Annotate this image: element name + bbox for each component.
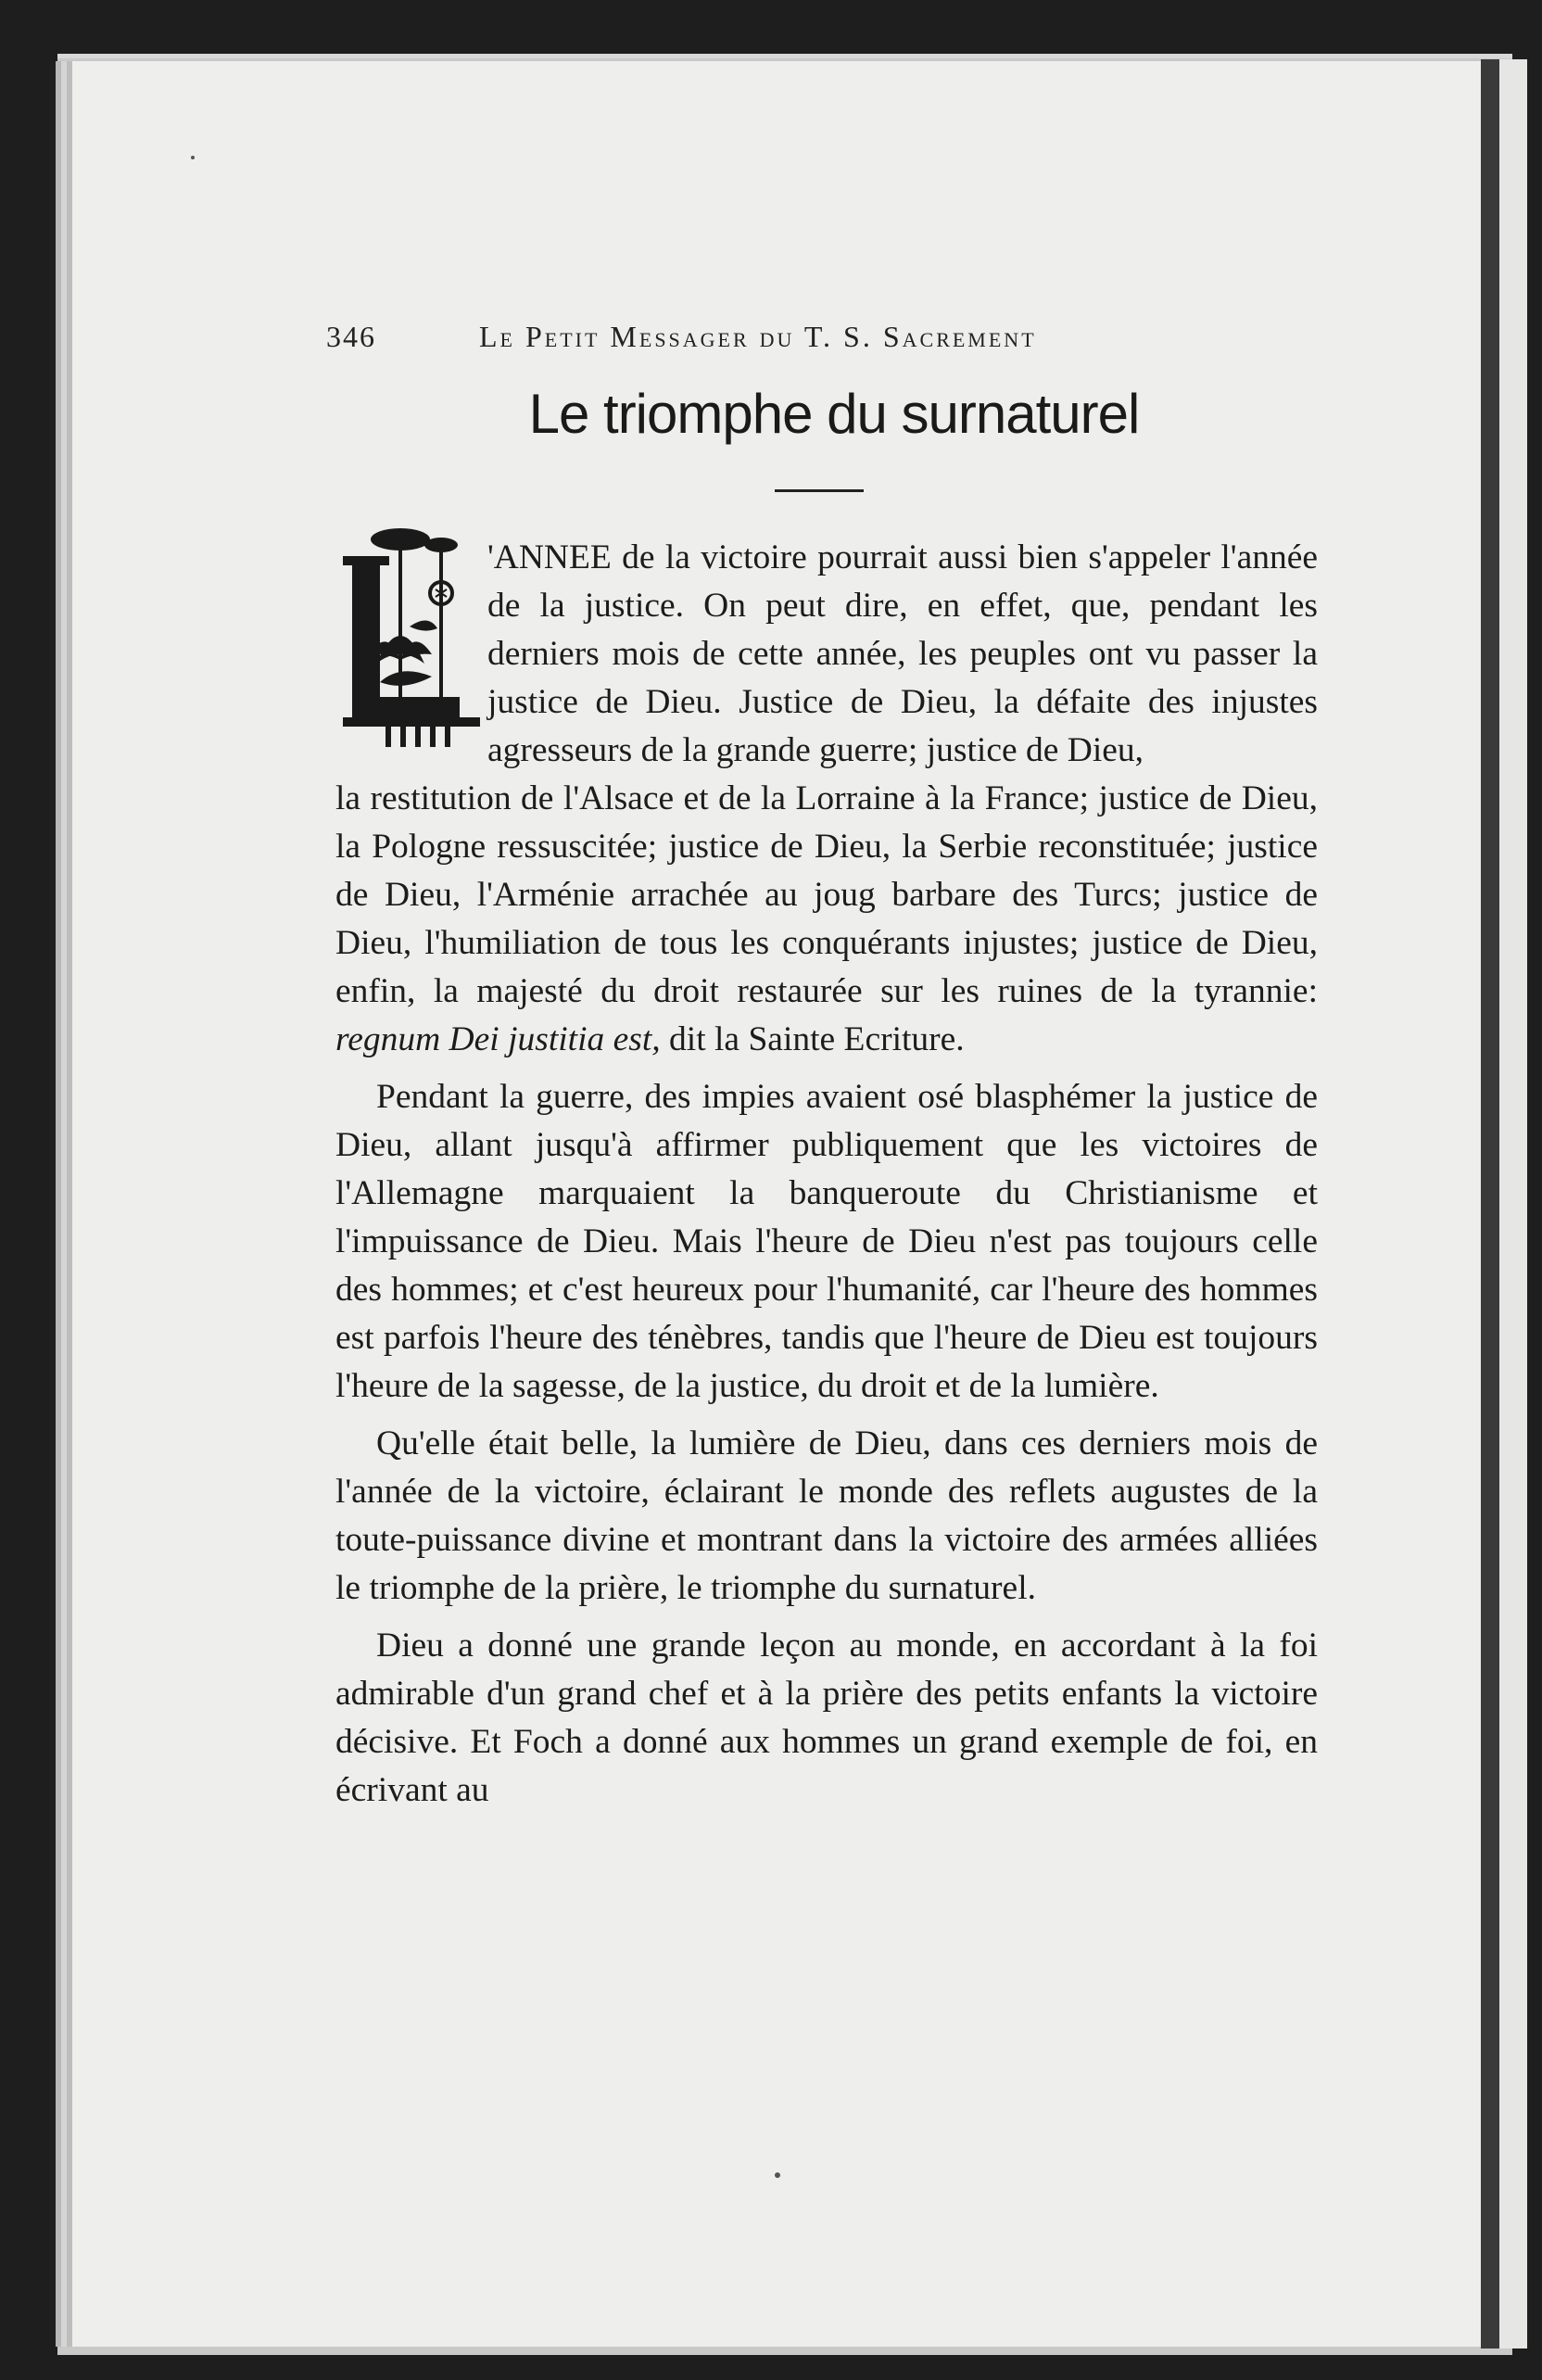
paragraph-1-end: dit la Sainte Ecriture. bbox=[669, 1020, 965, 1058]
title-rule bbox=[775, 489, 864, 492]
article-body bbox=[335, 534, 1318, 1824]
running-header bbox=[326, 320, 1327, 361]
paragraph-3: Qu'elle était belle, la lumière de Dieu, dans ces derniers mois de l'année de la victoire, éclairant le monde des reflets augustes de la toute-puissance divine et montrant dans la victoire des armées alliées le triomphe de la prière, le triomphe du surnaturel. bbox=[335, 1424, 1318, 1607]
running-title: Le Petit Messager du T. S. Sacrement bbox=[479, 320, 1037, 353]
paragraph-1 bbox=[335, 534, 1318, 1064]
paragraph-4: Dieu a donné une grande leçon au monde, en accordant à la foi admirable d'un grand chef et à la prière des petits enfants la victoire décisive. Et Foch a donné aux hommes un grand exemple de foi, en écrivant au bbox=[335, 1627, 1318, 1809]
paragraph-2: Pendant la guerre, des impies avaient osé blasphémer la justice de Dieu, allant jusqu'à affirmer publiquement que les victoires de l'Allemagne marquaient la banqueroute du Christianisme et l'impuissance de Dieu. Mais l'heure de Dieu n'est pas toujours celle des hommes; et c'est heureux pour l'humanité, car l'heure des hommes est parfois l'heure des ténèbres, tandis que l'heure de Dieu est toujours l'heure de la sagesse, de la justice, du droit et de la lumière. bbox=[335, 1078, 1318, 1405]
paper-speck bbox=[775, 2172, 780, 2178]
article-title: Le triomphe du surnaturel bbox=[528, 383, 1140, 445]
paper-speck bbox=[191, 156, 195, 159]
facing-page-edge bbox=[1499, 59, 1527, 2348]
page-gutter-shadow bbox=[1481, 59, 1499, 2348]
page-number: 346 bbox=[326, 320, 376, 353]
paragraph-1-rest: la restitution de l'Alsace et de la Lorraine à la France; justice de Dieu, la Pologne ressuscitée; justice de Dieu, la Serbie reconstituée; justice de Dieu, l'Arménie arrachée au joug barbare des Turcs; justice de Dieu, l'humiliation de tous les conquérants injustes; justice de Dieu, enfin, la majesté du droit restaurée sur les ruines de la tyrannie: bbox=[335, 779, 1318, 1010]
latin-quote: regnum Dei justitia est, bbox=[335, 1020, 661, 1058]
paragraph-1-wrapped: 'ANNEE de la victoire pourrait aussi bien s'appeler l'année de la justice. On peut dire, en effet, que, pendant les derniers mois de cette année, les peuples ont vu passer la justice de Dieu. Justice de Dieu, la défaite des injustes agresseurs de la grande guerre; justice de Dieu, bbox=[487, 538, 1318, 769]
